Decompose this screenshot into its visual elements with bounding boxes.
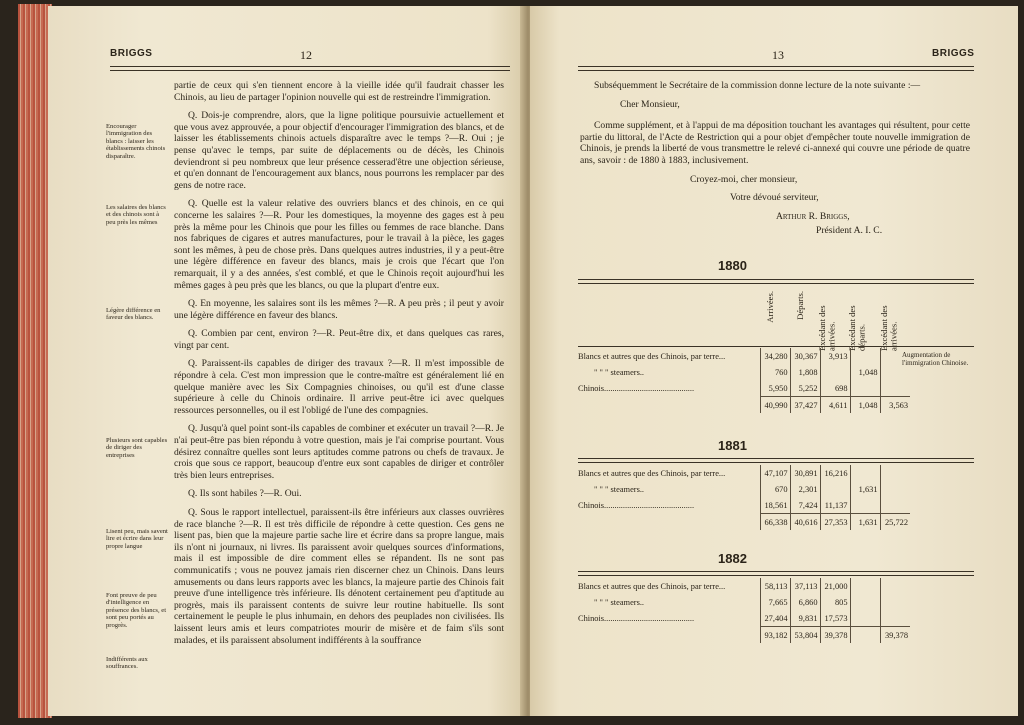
cell <box>850 594 880 610</box>
left-running-head: BRIGGS <box>110 48 153 59</box>
cell <box>850 465 880 481</box>
left-header-rule <box>110 66 510 67</box>
cell: 1,048 <box>850 364 880 380</box>
right-page <box>530 6 1018 716</box>
left-text-column <box>174 80 504 653</box>
table-1882 <box>578 578 910 643</box>
page-edges <box>18 4 52 718</box>
cell: 1,048 <box>850 397 880 414</box>
margin-note: Font preuve de peu d'intelligence en présence des blancs, et sont peu portés au progrès. <box>106 592 167 629</box>
left-page-number: 12 <box>300 48 312 62</box>
paragraph: Q. Dois-je comprendre, alors, que la ligne politique poursuivie actuellement et que vous avez approuvée, a pour objectif d'encourager l'immigration des blancs, et de laisser les établissements chinois actuels disparaître avec le temps ?—R. Oui ; je pense qu'avec le temps, par suite de déplacements ou de décès, les Chinois deviendront si peu nombreux que leur présence cesserad'être une objection sérieuse, et qu'en donnant de l'encouragement aux blancs, nous pourrons les remplacer par des gens de notre race. <box>174 110 504 191</box>
row-label <box>578 627 760 644</box>
cell: 30,891 <box>790 465 820 481</box>
cell: 4,611 <box>820 397 850 414</box>
side-note: Augmentation de l'immigration Chinoise. <box>902 351 969 367</box>
cell: 40,616 <box>790 514 820 531</box>
row-label: " " " steamers.. <box>594 597 645 607</box>
left-page <box>48 6 526 716</box>
table-row <box>578 610 910 627</box>
cell: 805 <box>820 594 850 610</box>
cell <box>880 497 910 514</box>
cell: 760 <box>760 364 790 380</box>
column-header-excess-departures: Excédant des départs. <box>847 305 867 351</box>
right-running-head: BRIGGS <box>932 48 975 59</box>
letter-closing: Croyez-moi, cher monsieur, <box>690 173 798 185</box>
table-total-row <box>578 627 910 644</box>
cell <box>880 380 910 397</box>
table-1881 <box>578 465 910 530</box>
cell: 37,427 <box>790 397 820 414</box>
year-heading-1881: 1881 <box>718 438 747 453</box>
margin-note: Les salaires des blancs et des chinois sont à peu près les mêmes <box>106 204 166 226</box>
cell: 66,338 <box>760 514 790 531</box>
margin-note: Indifférents aux souffrances. <box>106 656 148 671</box>
margin-note: Plusieurs sont capables de diriger des entreprises <box>106 437 168 459</box>
table-row <box>578 594 910 610</box>
table-1880 <box>578 348 910 413</box>
cell <box>880 610 910 627</box>
cell: 9,831 <box>790 610 820 627</box>
letter-body: Comme supplément, et à l'appui de ma déposition touchant les avantages qui résultent, pour cette partie du littoral, de l'Acte de Restriction qui a pour objet d'empêcher toute nouvelle immigration de Chinois, je prends la liberté de vous transmettre le relevé ci-annexé qui couvre une période de quatre ans, savoir : de 1880 à 1883, inclusivement. <box>580 120 970 166</box>
year-heading-1882: 1882 <box>718 551 747 566</box>
letter-closing-2: Votre dévoué serviteur, <box>730 192 819 204</box>
cell: 27,404 <box>760 610 790 627</box>
cell: 698 <box>820 380 850 397</box>
margin-note: Encourager l'immigration des blancs : laisser les établissements chinois disparaître. <box>106 123 166 160</box>
cell: 17,573 <box>820 610 850 627</box>
table-rule <box>578 458 974 459</box>
cell <box>850 497 880 514</box>
margin-note: Lisent peu, mais savent lire et écrire dans leur propre langue <box>106 528 168 550</box>
cell <box>850 610 880 627</box>
table-row <box>578 578 910 594</box>
paragraph: Q. Sous le rapport intellectuel, paraissent-ils être inférieurs aux classes ouvrières de race blanche ?—R. Il est très difficile de répondre à cette question. Ces gens ne lisent pas, bien que la majeure partie sache lire et écrire dans sa propre langue, mais ils n'ont ni journaux, ni livres. Ils paraissent avoir quelques sources d'informations, mais il est impossible de dire comment elles se répandent. Ils ne sont pas communicatifs ; vous ne pouvez jamais rien discerner chez un Chinois. Dans leurs amusements ou dans leurs rapports avec les blancs, la majeure partie des Chinois fait preuve d'une intelligence très inférieure. Ils dénotent certainement peu d'aptitude au progrès, mais ils paraissent contents de suivre leur routine habituelle. Ils sont certainement le peuple le plus inhumain, en dehors des peuplades non civilisées. Ils laissent leurs amis et leurs compatriotes mourir de misère et de faim s'ils sont malades, et ils paraissent absolument indifférents à la souffrance <box>174 507 504 646</box>
table-rule <box>578 279 974 280</box>
letter-salutation: Cher Monsieur, <box>620 98 680 110</box>
column-header-departures: Départs. <box>795 291 805 320</box>
cell: 1,808 <box>790 364 820 380</box>
cell <box>850 348 880 364</box>
column-header-excess-arrivals: Excédant des arrivées. <box>817 305 837 351</box>
cell: 1,631 <box>850 481 880 497</box>
cell: 7,424 <box>790 497 820 514</box>
cell: 18,561 <box>760 497 790 514</box>
row-label: Chinois........................................... <box>578 500 695 510</box>
cell <box>880 578 910 594</box>
row-label: " " " steamers.. <box>594 484 645 494</box>
row-label <box>578 397 760 414</box>
table-row <box>578 497 910 514</box>
column-header-arrivals: Arrivées. <box>765 291 775 323</box>
paragraph: Q. Jusqu'à quel point sont-ils capables de combiner et exécuter un travail ?—R. Je n'ai peut-être pas bien répondu à votre question, mais je l'ai comprise pourtant. Vous désirez connaître quelles sont leurs aptitudes comme patrons ou chefs de travaux. Je crois que sous ce rapport, beaucoup d'entre eux sont capables de diriger et contrôler très bien leurs entreprises. <box>174 423 504 481</box>
cell: 30,367 <box>790 348 820 364</box>
table-rule-thin <box>578 283 974 284</box>
cell: 39,378 <box>820 627 850 644</box>
row-label <box>578 514 760 531</box>
cell: 53,804 <box>790 627 820 644</box>
cell: 34,280 <box>760 348 790 364</box>
cell: 670 <box>760 481 790 497</box>
margin-note: Légère différence en faveur des blancs. <box>106 307 161 322</box>
left-header-rule-thin <box>110 70 510 71</box>
cell: 1,631 <box>850 514 880 531</box>
right-page-number: 13 <box>772 48 784 62</box>
letter-signature-title: Président A. I. C. <box>816 225 883 237</box>
table-rule-thin <box>578 575 974 576</box>
table-row <box>578 465 910 481</box>
cell <box>880 465 910 481</box>
table-total-row <box>578 397 910 414</box>
table-row <box>578 348 910 364</box>
letter-signature: Arthur R. Briggs, <box>776 210 850 222</box>
cell: 2,301 <box>790 481 820 497</box>
cell: 16,216 <box>820 465 850 481</box>
cell <box>880 594 910 610</box>
table-total-row <box>578 514 910 531</box>
paragraph: Q. Quelle est la valeur relative des ouvriers blancs et des chinois, en ce qui concerne les salaires ?—R. Pour les domestiques, la moyenne des gages est à peu près la même pour les Chinois que pour les filles ou femmes de race blanche. Dans nos fabriques de cigares et autres manufactures, pour le travail à la pièce, les gages sont les mêmes, à peu de chose près. Dans quelques autres industries, il y a peut-être une légère différence en faveur des blancs, mais je crois que l'écart que l'on remarquait, il y a des années, s'est comblé, et que le Chinois reçoit aujourd'hui les mêmes gages à peu près que les blancs, ou que la plupart d'entre eux. <box>174 198 504 291</box>
cell <box>820 364 850 380</box>
table-row <box>578 380 910 397</box>
row-label: Blancs et autres que des Chinois, par terre... <box>578 468 726 478</box>
cell: 37,113 <box>790 578 820 594</box>
row-label: Chinois........................................... <box>578 613 695 623</box>
row-label: " " " steamers.. <box>594 367 645 377</box>
cell: 3,913 <box>820 348 850 364</box>
letter-intro: Subséquemment le Secrétaire de la commission donne lecture de la note suivante :— <box>594 80 921 91</box>
header-bottom-rule <box>578 346 974 347</box>
column-header-excess-arrivals-2: Excédant des arrivées. <box>879 305 899 351</box>
cell <box>850 380 880 397</box>
paragraph: Q. En moyenne, les salaires sont ils les mêmes ?—R. A peu près ; il peut y avoir une légère différence en faveur des blancs. <box>174 298 504 321</box>
row-label: Chinois........................................... <box>578 383 695 393</box>
table-row <box>578 481 910 497</box>
table-row <box>578 364 910 380</box>
cell: 47,107 <box>760 465 790 481</box>
right-header-rule <box>578 66 974 67</box>
cell: 25,722 <box>880 514 910 531</box>
cell: 40,990 <box>760 397 790 414</box>
row-label: Blancs et autres que des Chinois, par terre... <box>578 581 726 591</box>
cell: 5,950 <box>760 380 790 397</box>
table-rule <box>578 571 974 572</box>
cell <box>820 481 850 497</box>
cell: 58,113 <box>760 578 790 594</box>
cell <box>850 627 880 644</box>
year-heading-1880: 1880 <box>718 258 747 273</box>
cell: 6,860 <box>790 594 820 610</box>
letter-block <box>580 80 970 244</box>
cell: 27,353 <box>820 514 850 531</box>
paragraph: Q. Paraissent-ils capables de diriger des travaux ?—R. Il m'est impossible de répondre à cela. C'est mon impression que le contre-maître est généralement lié en quelque manière avec les Six Compagnies chinoises, ou qu'il est d'une classe supérieure à celle du Chinois ordinaire. Il arrive peut-être ici avec quelques ressources personnelles, ou il est l'obligé de l'une des compagnies. <box>174 358 504 416</box>
cell <box>850 578 880 594</box>
row-label: Blancs et autres que des Chinois, par terre... <box>578 351 726 361</box>
cell: 21,000 <box>820 578 850 594</box>
cell: 11,137 <box>820 497 850 514</box>
cell <box>880 481 910 497</box>
cell: 3,563 <box>880 397 910 414</box>
paragraph: Q. Ils sont habiles ?—R. Oui. <box>188 488 302 500</box>
cell: 39,378 <box>880 627 910 644</box>
right-header-rule-thin <box>578 70 974 71</box>
cell: 5,252 <box>790 380 820 397</box>
paragraph: Q. Combien par cent, environ ?—R. Peut-être dix, et dans quelques cas rares, vingt par cent. <box>174 328 504 351</box>
cell: 93,182 <box>760 627 790 644</box>
paragraph: partie de ceux qui s'en tiennent encore à la vieille idée qu'il faudrait chasser les Chinois, au lieu de partager l'opinion nouvelle qui est de restreindre l'immigration. <box>174 80 504 103</box>
table-rule-thin <box>578 462 974 463</box>
cell: 7,665 <box>760 594 790 610</box>
